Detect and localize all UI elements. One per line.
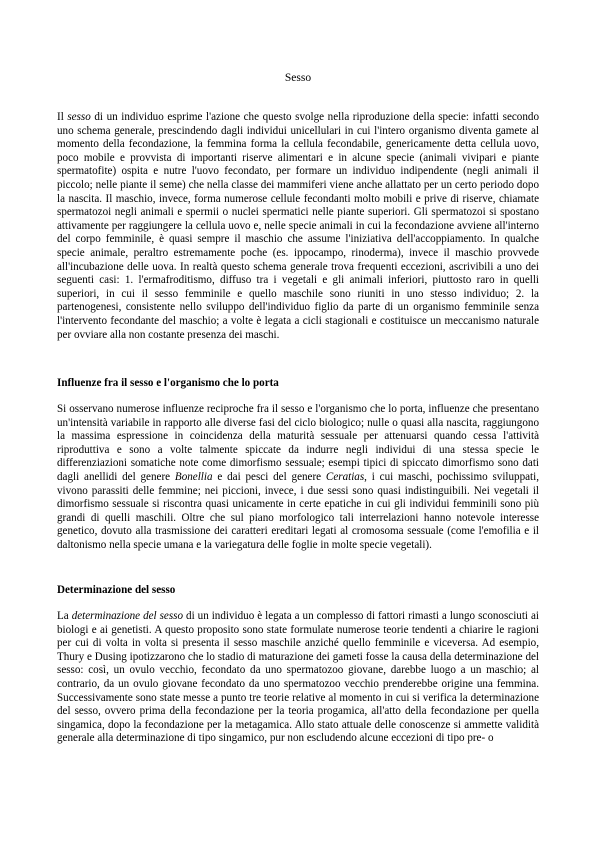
determinazione-paragraph bbox=[57, 610, 539, 746]
influenze-text-3: , i cui maschi, pochissimo sviluppati, vivono parassiti delle femmine; nei piccioni, invece, i due sessi sono quasi indistinguibili. Nei vegetali il dimorfismo sessuale si riscontra quasi unicamente in certe epatiche in cui gli individui femminili sono più grandi di quelli maschili. Oltre che sul piano morfologico tali interrelazioni hanno notevole interesse genetico, dovuto alla trasmissione dei caratteri ereditari legati al cromosoma sessuale (come l'emofilia e il daltonismo nella specie umana e la variegatura delle foglie in molte specie vegetali). bbox=[57, 470, 539, 551]
determinazione-text-2: di un individuo è legata a un complesso di fattori rimasti a lungo sconosciuti ai biologi e ai genetisti. A questo proposito sono state formulate numerose teorie tendenti a chiarire le ragioni per cui di volta in volta si presenta il sesso maschile anziché quello femminile e viceversa. Ad esempio, Thury e Dusing ipotizzarono che lo stadio di maturazione dei gameti fosse la causa della determinazione del sesso: così, un ovulo vecchio, fecondato da uno spermatozoo giovane, darebbe luogo a un maschio; al contrario, da un ovulo giovane fecondato da uno spermatozoo vecchio prenderebbe origine una femmina. Successivamente sono state messe a punto tre teorie relative al momento in cui si verifica la determinazione del sesso, ovvero prima della fecondazione per la teoria progamica, all'atto della fecondazione per quella singamica, dopo la fecondazione per la metagamica. Allo stato attuale delle conoscenze si ammette validità generale alla determinazione di tipo singamico, pur non escludendo alcune eccezioni di tipo pre- o bbox=[57, 610, 539, 745]
influenze-text-1: Si osservano numerose influenze reciproche fra il sesso e l'organismo che lo porta, influenze che presentano un'intensità variabile in rapporto alle diverse fasi del ciclo biologico; nulle o quasi alla nascita, raggiungono la massima espressione in coincidenza della maturità sessuale per attenuarsi quando cessa l'attività riproduttiva e sono a volte talmente spiccate da indurre negli individui di una stessa specie le differenziazioni somatiche note come dimorfismo sessuale; esempi tipici di spiccato dimorfismo sono dati dagli anellidi del genere bbox=[57, 403, 539, 483]
determinazione-term: determinazione del sesso bbox=[71, 610, 184, 622]
intro-text-2: di un individuo esprime l'azione che questo svolge nella riproduzione della specie: infatti secondo uno schema generale, prescindendo dagli individui unicellulari in cui l'intero organismo diventa gamete al momento della fecondazione, la femmina forma la cellula fecondabile, genericamente detta cellula uovo, poco mobile e provvista di importanti riserve alimentari e in alcune specie (animali vivipari e piante spermatofite) ospita e nutre l'uovo fecondato, per formare un individuo indipendente (negli animali il piccolo; nelle piante il seme) che nella classe dei mammiferi viene anche allattato per un certo periodo dopo la nascita. Il maschio, invece, forma numerose cellule fecondanti molto mobili e prive di riserve, chiamate spermatozoi negli animali e spermii o nuclei spermatici nelle piante superiori. Gli spermatozoi si spostano attivamente per raggiungere la cellula uovo e, nelle specie animali in cui la fecondazione avviene all'interno del corpo femminile, è quasi sempre il maschio che assume l'iniziativa dell'accoppiamento. In qualche specie animale, peraltro estremamente poche (es. ippocampo, rinoderma), invece il maschio provvede all'incubazione delle uova. In realtà questo schema generale trova frequenti eccezioni, ascrivibili a uno dei seguenti casi: 1. l'ermafroditismo, diffuso tra i vegetali e gli animali inferiori, piuttosto raro in quelli superiori, in cui il sesso femminile e quello maschile sono riuniti in uno stesso individuo; 2. la partenogenesi, consistente nello sviluppo dell'individuo figlio da parte di un organismo femminile senza l'intervento fecondante del maschio; a volte è legata a cicli stagionali e costituisce un meccanismo naturale per ovviare alla non costante presenza dei maschi. bbox=[57, 111, 539, 341]
influenze-paragraph bbox=[57, 403, 539, 553]
page-title: Sesso bbox=[284, 72, 312, 84]
influenze-term-ceratias: Ceratias bbox=[325, 470, 365, 483]
intro-term-sesso: sesso bbox=[67, 111, 91, 123]
intro-text-1: Il bbox=[57, 111, 68, 123]
section-heading-determinazione: Determinazione del sesso bbox=[57, 584, 176, 596]
determinazione-text-1: La bbox=[57, 610, 72, 622]
section-heading-influenze: Influenze fra il sesso e l'organismo che lo porta bbox=[57, 377, 279, 389]
intro-paragraph bbox=[57, 111, 539, 342]
influenze-text-2: e dai pesci del genere bbox=[212, 470, 326, 483]
influenze-term-bonellia: Bonellia bbox=[174, 470, 213, 483]
